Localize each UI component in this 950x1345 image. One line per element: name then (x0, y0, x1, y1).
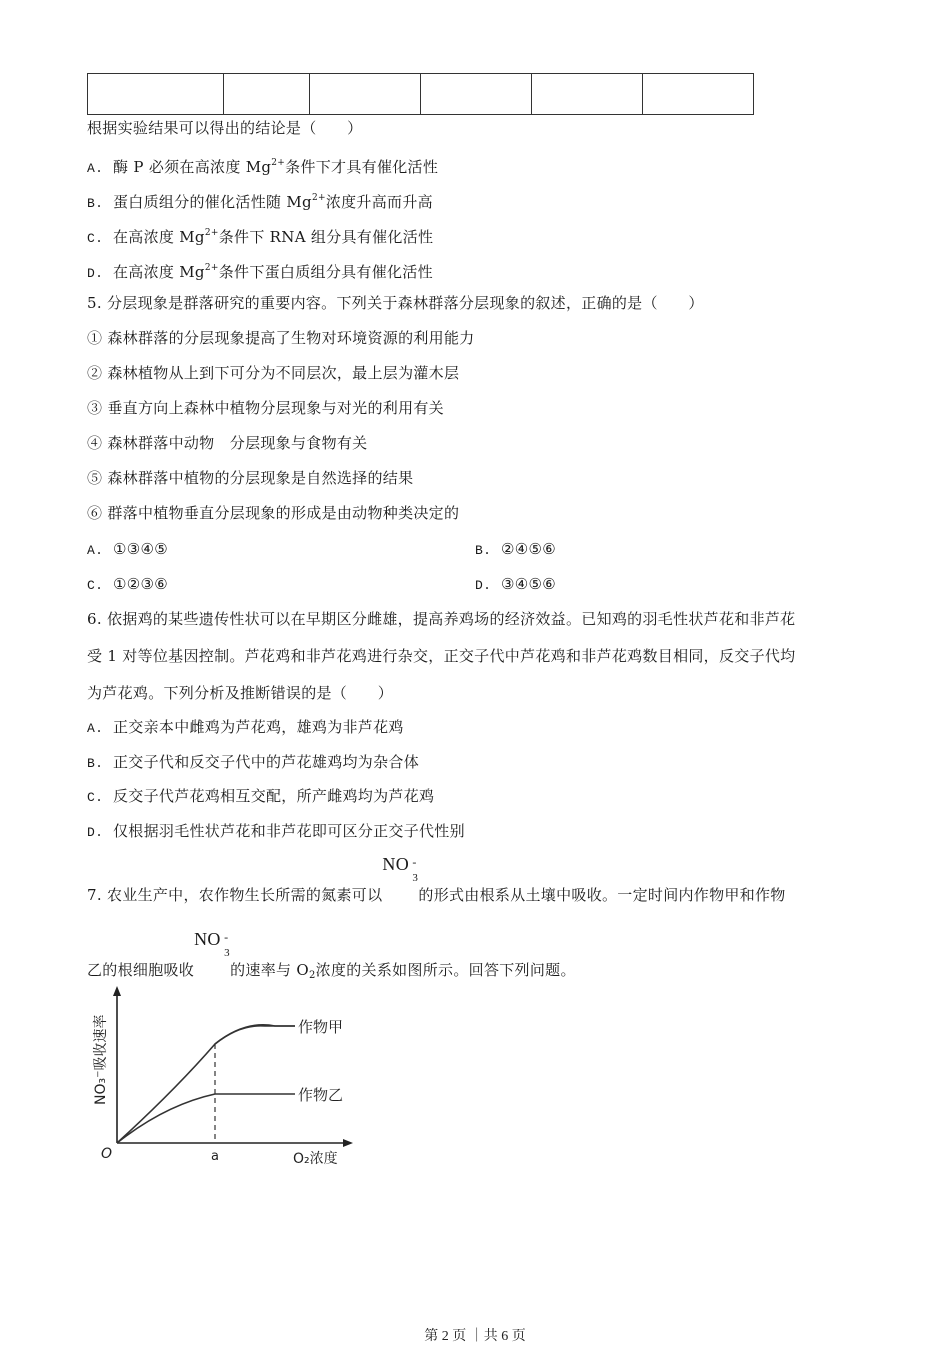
series-crop-a (117, 1025, 295, 1143)
nitrate-formula: NO - 3 (194, 929, 230, 959)
superscript: 2+ (271, 158, 286, 168)
superscript: 2+ (204, 263, 219, 273)
stem-text: 的速率与 O (230, 961, 309, 979)
q4-option-a (87, 153, 438, 179)
option-text: 酶 P 必须在高浓度 Mg (113, 158, 272, 176)
stem-text: 乙的根细胞吸收 (87, 961, 195, 979)
option-label: A. (87, 161, 104, 176)
option-label: A. (87, 543, 104, 558)
option-label: C. (87, 790, 104, 805)
q5-option-a (87, 539, 168, 561)
nitrate-formula: NO - 3 (382, 854, 419, 884)
q6-option-a (87, 717, 404, 739)
option-label: C. (87, 231, 104, 246)
stem-text: 浓度的关系如图所示。回答下列问题。 (315, 961, 576, 979)
q5-statement-3: ③ 垂直方向上森林中植物分层现象与对光的利用有关 (87, 399, 444, 417)
option-text: ②④⑤⑥ (501, 540, 556, 558)
option-label: C. (87, 578, 104, 593)
superscript: 2+ (311, 193, 326, 203)
q5-statement-4: ④ 森林群落中动物 分层现象与食物有关 (87, 434, 368, 452)
option-text: 在高浓度 Mg (113, 263, 205, 281)
option-text: 浓度升高而升高 (325, 193, 433, 211)
subscript: 2 (308, 970, 316, 981)
q5-statement-1: ① 森林群落的分层现象提高了生物对环境资源的利用能力 (87, 329, 475, 347)
label-crop-b: 作物乙 (298, 1086, 344, 1104)
option-text: 条件下蛋白质组分具有催化活性 (218, 263, 433, 281)
q4-option-b (87, 188, 433, 214)
q6-stem-line-3: 为芦花鸡。下列分析及推断错误的是（ ） (87, 684, 394, 702)
option-text: 条件下 RNA 组分具有催化活性 (218, 228, 434, 246)
results-table-fragment (87, 73, 754, 115)
y-axis-arrow-icon (113, 986, 121, 996)
x-tick-a: a (211, 1149, 219, 1164)
stem-text: 7. 农业生产中，农作物生长所需的氮素可以 (87, 886, 383, 904)
q5-statement-5: ⑤ 森林群落中植物的分层现象是自然选择的结果 (87, 469, 414, 487)
stem-text: 的形式由根系从土壤中吸收。一定时间内作物甲和作物 (418, 886, 786, 904)
table-cell (224, 74, 310, 115)
option-text: ①③④⑤ (113, 540, 168, 558)
nitrate-uptake-chart (85, 980, 375, 1180)
option-text: 反交子代芦花鸡相互交配，所产雌鸡均为芦花鸡 (113, 787, 435, 805)
option-label: B. (87, 756, 104, 771)
x-axis-arrow-icon (343, 1139, 353, 1147)
superscript: 2+ (204, 228, 219, 238)
option-label: D. (87, 825, 104, 840)
q6-option-b (87, 752, 419, 774)
option-text: ①②③⑥ (113, 575, 168, 593)
option-label: D. (475, 578, 492, 593)
table-cell (532, 74, 643, 115)
q6-option-d (87, 821, 465, 843)
table-cell (643, 74, 754, 115)
option-text: 正交亲本中雌鸡为芦花鸡，雄鸡为非芦花鸡 (113, 718, 404, 736)
table-cell (421, 74, 532, 115)
label-crop-a: 作物甲 (298, 1018, 344, 1036)
q5-option-c (87, 574, 168, 596)
option-text: 正交子代和反交子代中的芦花雄鸡均为杂合体 (113, 753, 420, 771)
option-text: 蛋白质组分的催化活性随 Mg (113, 193, 312, 211)
y-axis-label: NO₃⁻吸收速率 (93, 1014, 109, 1105)
q6-option-c (87, 786, 434, 808)
option-text: 条件下才具有催化活性 (285, 158, 439, 176)
option-text: ③④⑤⑥ (501, 575, 556, 593)
q5-option-d (475, 574, 556, 596)
q4-stem: 根据实验结果可以得出的结论是（ ） (87, 119, 363, 137)
x-axis-label: O₂浓度 (293, 1151, 338, 1167)
table-row (88, 74, 754, 115)
option-text: 仅根据羽毛性状芦花和非芦花即可区分正交子代性别 (113, 822, 465, 840)
q5-stem: 5. 分层现象是群落研究的重要内容。下列关于森林群落分层现象的叙述，正确的是（ ） (87, 294, 704, 312)
q6-stem-line-1: 6. 依据鸡的某些遗传性状可以在早期区分雌雄，提高养鸡场的经济效益。已知鸡的羽毛性状芦花和非芦花 (87, 610, 796, 628)
q5-option-b (475, 539, 556, 561)
q6-stem-line-2: 受 1 对等位基因控制。芦花鸡和非芦花鸡进行杂交，正交子代中芦花鸡和非芦花鸡数目相同，反交子代均 (87, 647, 796, 665)
option-text: 在高浓度 Mg (113, 228, 205, 246)
q5-statement-6: ⑥ 群落中植物垂直分层现象的形成是由动物种类决定的 (87, 504, 460, 522)
table-cell (310, 74, 421, 115)
q4-option-c (87, 223, 433, 249)
q7-stem-line-1 (87, 854, 786, 905)
page-footer: 第 2 页 ｜共 6 页 (424, 1329, 526, 1344)
option-label: A. (87, 721, 104, 736)
q5-statement-2: ② 森林植物从上到下可分为不同层次，最上层为灌木层 (87, 364, 460, 382)
q4-option-d (87, 258, 433, 284)
option-label: D. (87, 266, 104, 281)
option-label: B. (475, 543, 492, 558)
origin-label: O (101, 1146, 113, 1162)
table-cell (88, 74, 224, 115)
option-label: B. (87, 196, 104, 211)
